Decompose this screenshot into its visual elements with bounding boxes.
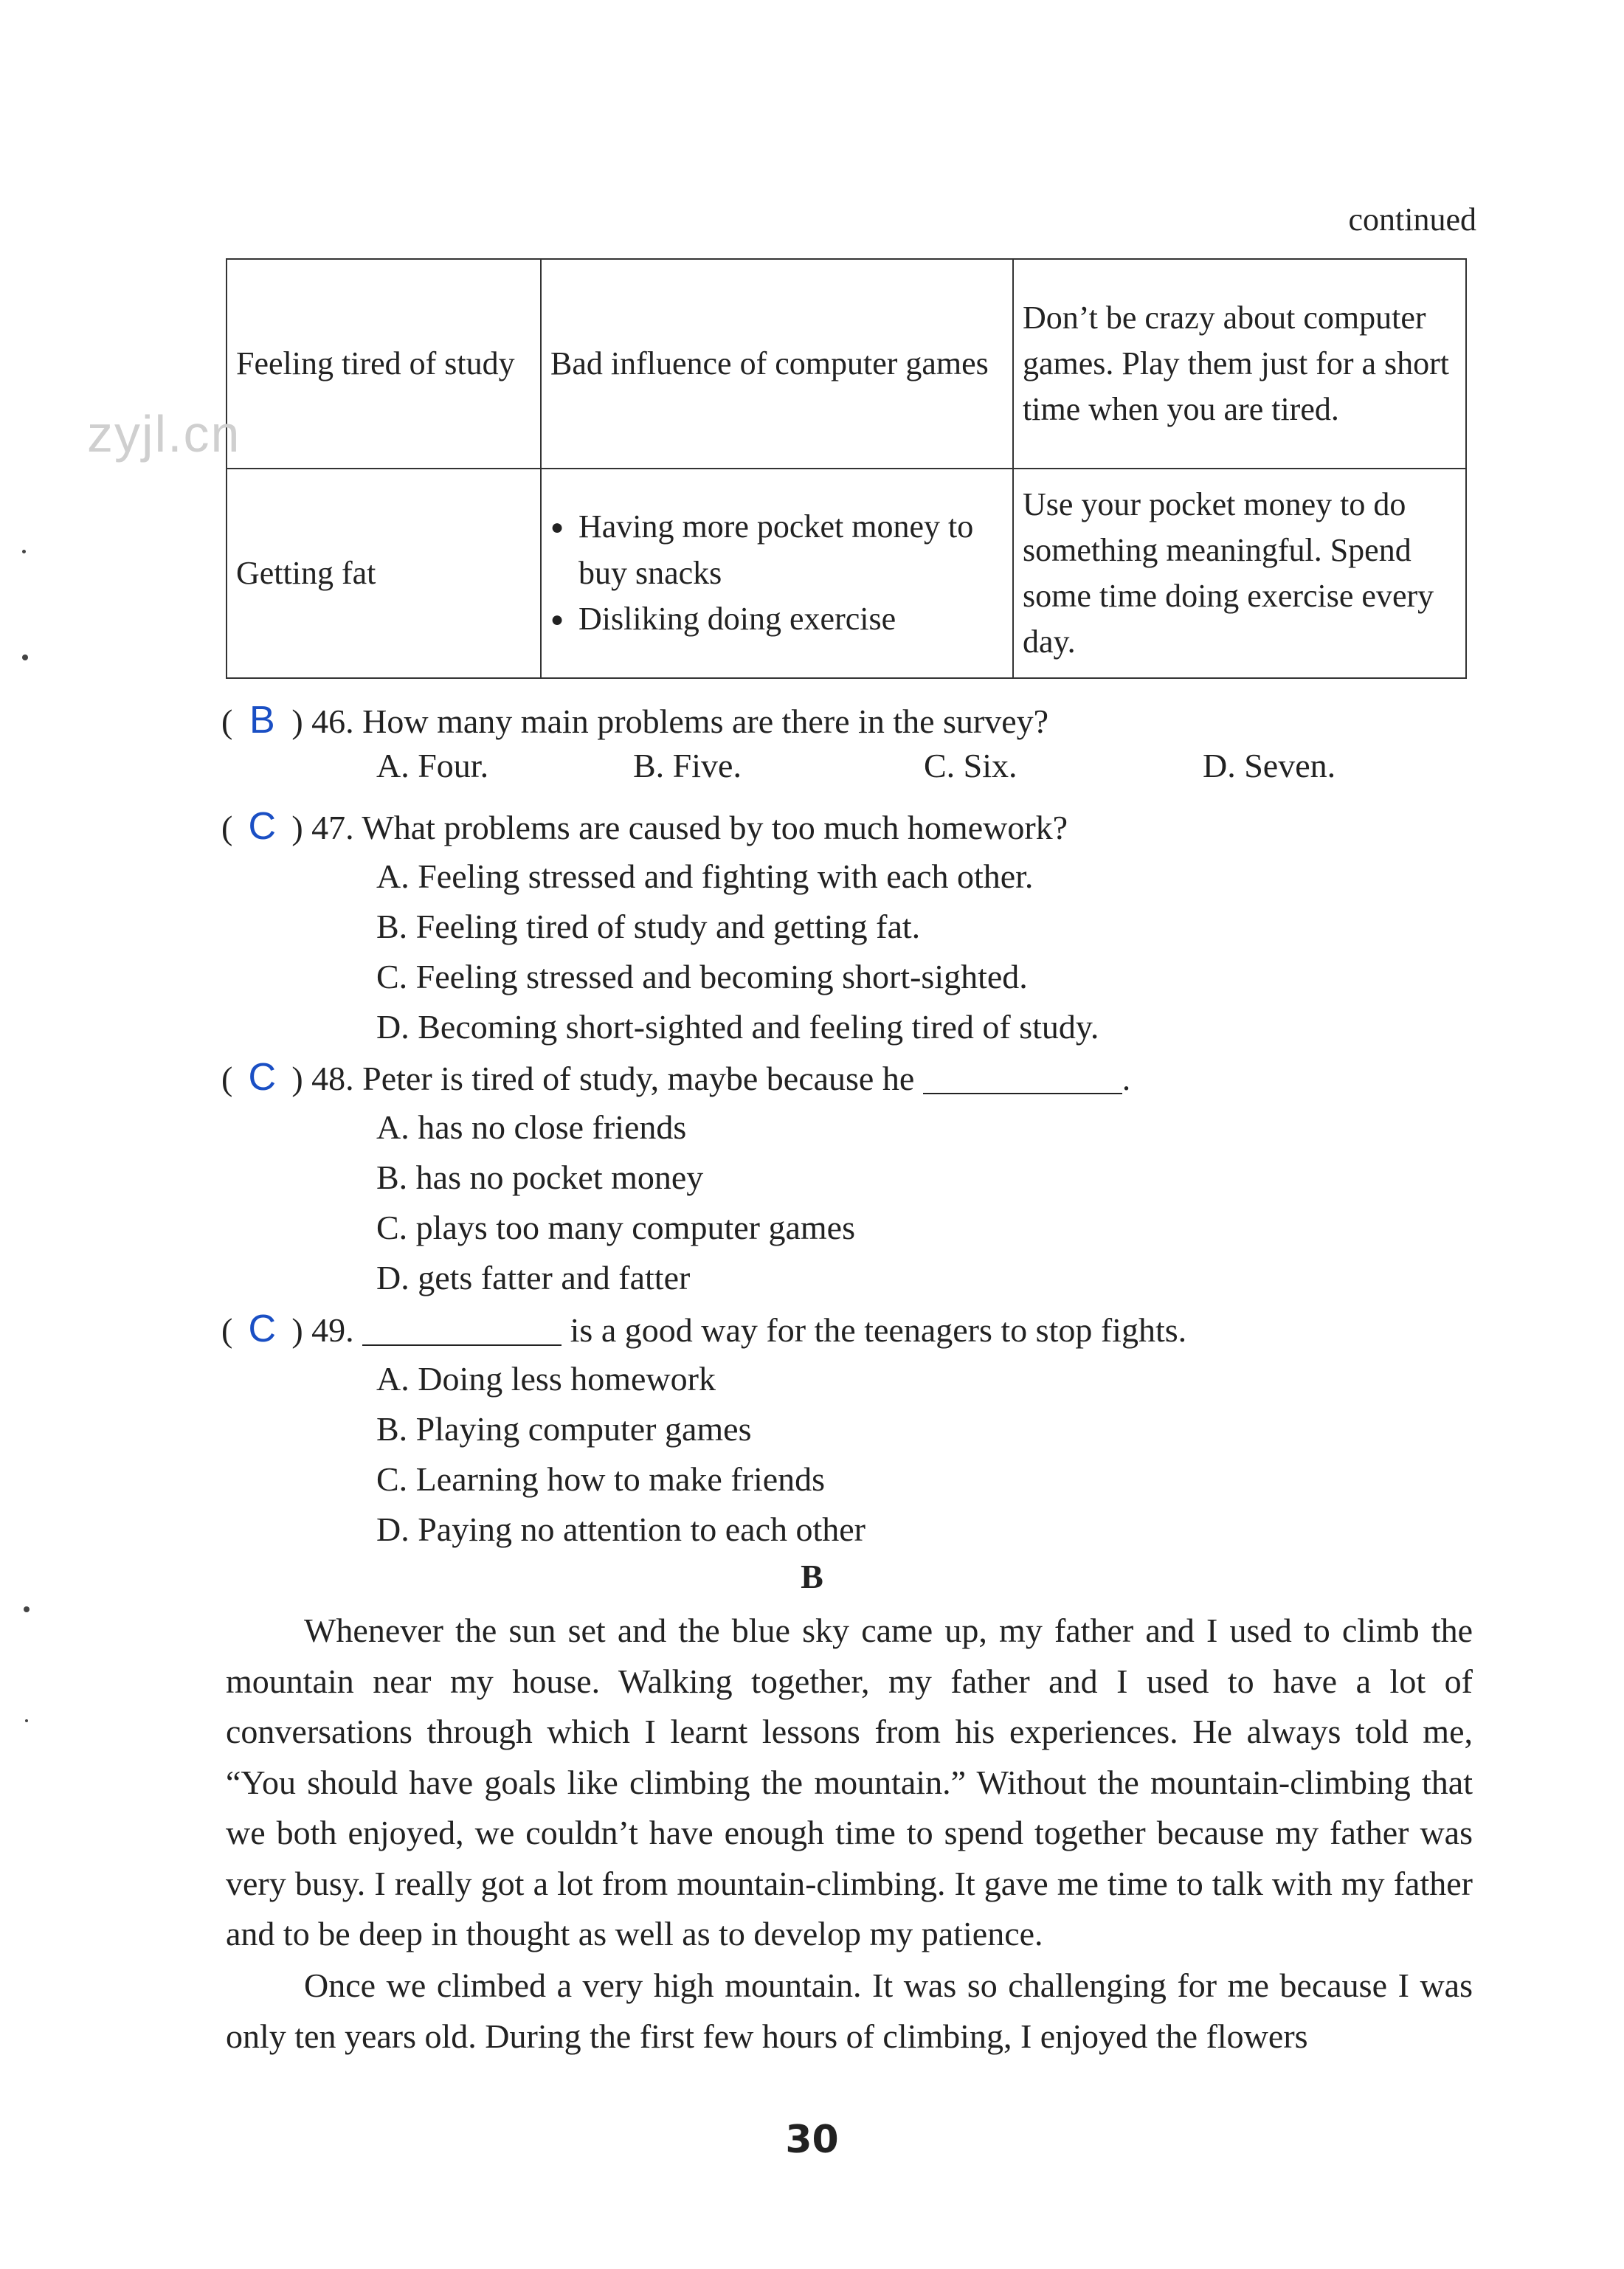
question-text: Peter is tired of study, maybe because he: [362, 1060, 915, 1097]
option-a: A. has no close friends: [376, 1108, 687, 1146]
watermark: zyjl.cn: [87, 405, 241, 463]
option-a: A. Four.: [376, 747, 489, 784]
survey-table: [226, 258, 1467, 679]
page-number: 30: [785, 2118, 839, 2162]
option-c: C. Feeling stressed and becoming short-sighted.: [376, 958, 1028, 995]
sentence-end: .: [1122, 1060, 1131, 1097]
section-heading: B: [801, 1558, 823, 1595]
option-d: D. Becoming short-sighted and feeling tired of study.: [376, 1008, 1099, 1046]
question-number: 46.: [311, 702, 354, 740]
paren-open: (: [221, 809, 233, 846]
cause-item: ● Disliking doing exercise: [550, 596, 1003, 643]
cause-item: ● Having more pocket money to buy snacks: [550, 504, 1003, 596]
option-a: A. Doing less homework: [376, 1360, 716, 1398]
paren-open: (: [221, 702, 233, 740]
cause-list: [550, 504, 1003, 643]
question-46: [221, 695, 1048, 747]
question-number: 48.: [311, 1060, 354, 1097]
option-b: B. Feeling tired of study and getting fat.: [376, 908, 921, 945]
question-number: 49.: [311, 1311, 354, 1349]
paren-open: (: [221, 1060, 233, 1097]
margin-dot: [24, 1606, 30, 1612]
option-c: C. plays too many computer games: [376, 1209, 855, 1246]
passage-paragraph: Whenever the sun set and the blue sky came up, my father and I used to climb the mountain near my house. Walking together, my father and I used to have a lot of conversations through which I learnt lessons from his experiences. He always told me, “You should have goals like climbing the mountain.” Without the mountain-climbing that we both enjoyed, we couldn’t have enough time to spend together because my father was very busy. I really got a lot from mountain-climbing. It gave me time to talk with my father and to be deep in thought as well as to develop my patience.: [226, 1612, 1473, 1952]
paren-close: ): [291, 1060, 303, 1097]
option-d: D. gets fatter and fatter: [376, 1259, 691, 1296]
cause-cell: [541, 469, 1013, 678]
answer-blank: [923, 1063, 1122, 1094]
question-number: 47.: [311, 809, 354, 846]
question-49: [221, 1304, 1186, 1355]
option-c: C. Learning how to make friends: [376, 1460, 826, 1498]
margin-dot: [22, 655, 28, 660]
table-row: [227, 259, 1466, 469]
advice-cell: Use your pocket money to do something meaningful. Spend some time doing exercise every day.: [1013, 469, 1466, 678]
table-row: [227, 469, 1466, 678]
option-d: D. Seven.: [1203, 747, 1336, 784]
option-c: C. Six.: [924, 747, 1017, 784]
margin-dot: [25, 1719, 28, 1722]
advice-cell: Don’t be crazy about computer games. Play them just for a short time when you are tired.: [1013, 259, 1466, 469]
problem-cell: Feeling tired of study: [227, 259, 541, 469]
answer-mark: C: [248, 805, 277, 848]
question-text: What problems are caused by too much homework?: [362, 809, 1068, 846]
option-b: B. Playing computer games: [376, 1410, 752, 1448]
answer-mark: C: [248, 1056, 277, 1099]
answer-blank: [362, 1315, 562, 1346]
question-47: [221, 801, 1068, 853]
paren-close: ): [291, 1311, 303, 1349]
question-text: How many main problems are there in the survey?: [362, 702, 1049, 740]
continued-label: continued: [1348, 201, 1476, 238]
answer-mark: B: [249, 699, 275, 742]
margin-dot: [22, 550, 26, 553]
question-48: [221, 1052, 1130, 1104]
paren-close: ): [291, 809, 303, 846]
paren-close: ): [291, 702, 303, 740]
question-text: is a good way for the teenagers to stop fights.: [570, 1311, 1187, 1349]
cause-cell: Bad influence of computer games: [541, 259, 1013, 469]
option-d: D. Paying no attention to each other: [376, 1510, 866, 1548]
option-b: B. Five.: [633, 747, 742, 784]
answer-mark: C: [248, 1308, 277, 1350]
option-a: A. Feeling stressed and fighting with each other.: [376, 857, 1034, 895]
problem-cell: Getting fat: [227, 469, 541, 678]
option-b: B. has no pocket money: [376, 1158, 704, 1196]
paren-open: (: [221, 1311, 233, 1349]
passage-paragraph: Once we climbed a very high mountain. It was so challenging for me because I was only ten years old. During the first few hours of climbing, I enjoyed the flowers: [226, 1966, 1473, 2055]
